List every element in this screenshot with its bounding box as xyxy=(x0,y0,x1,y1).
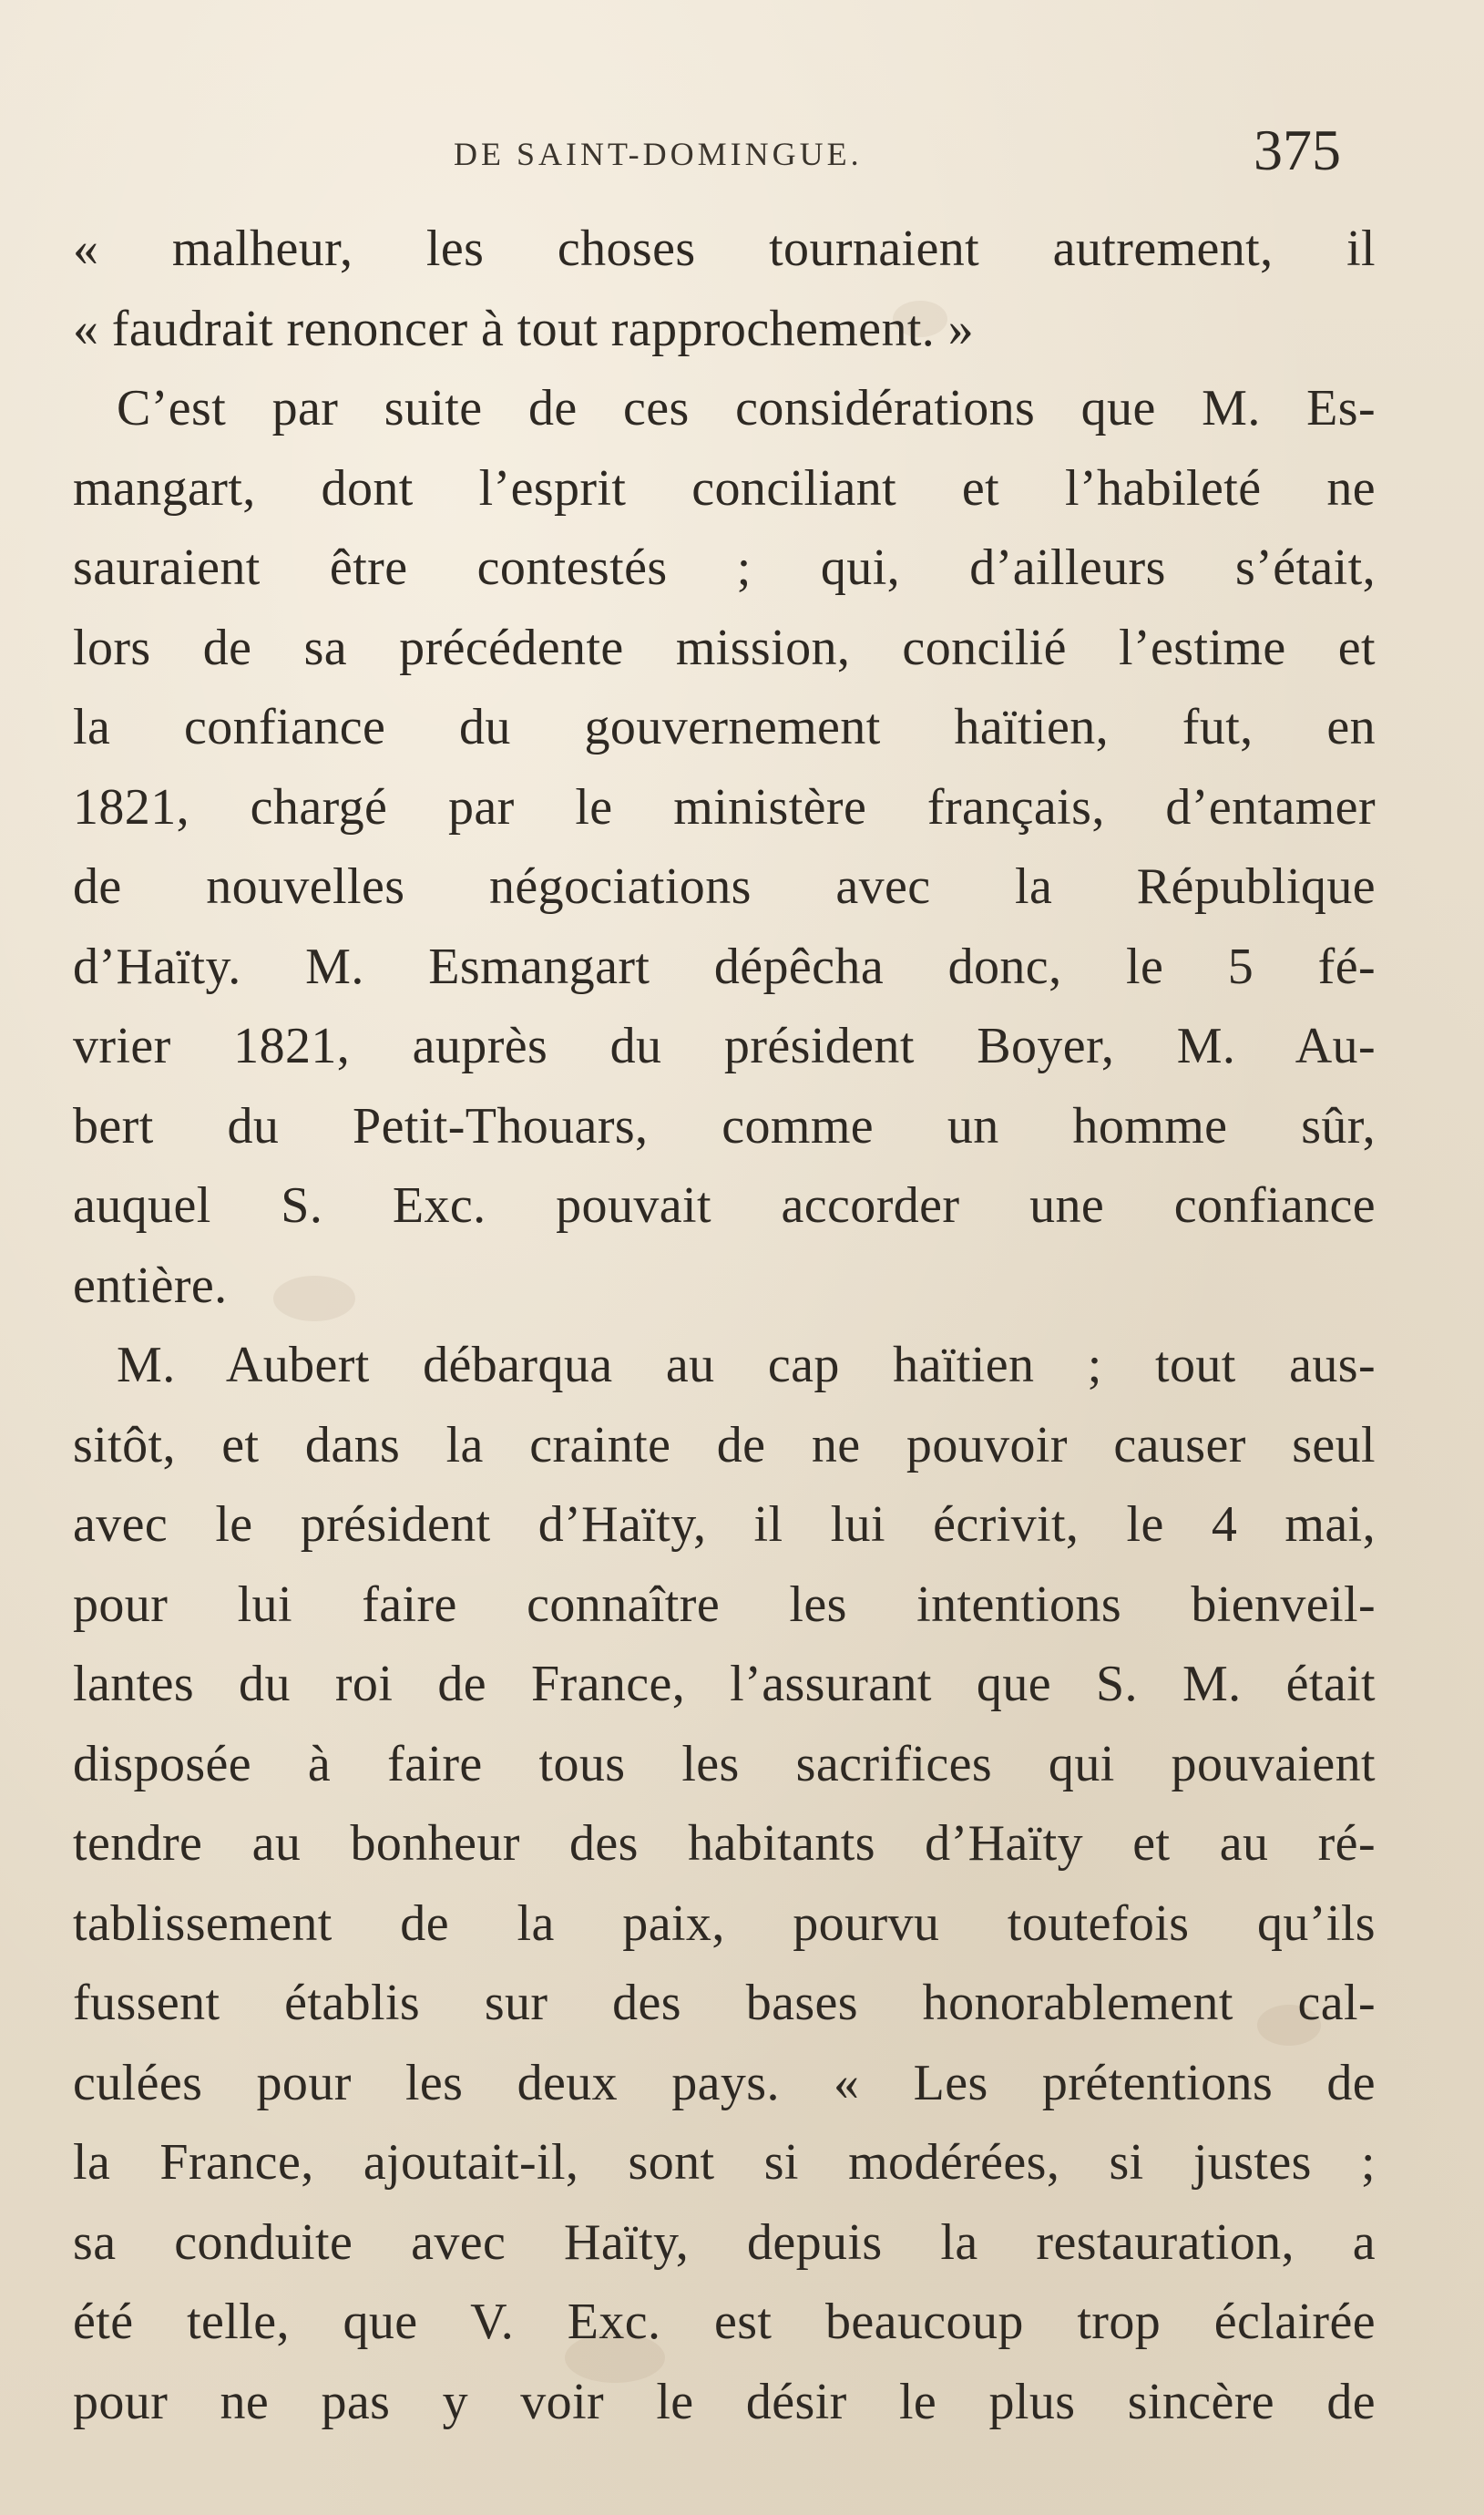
text-line: disposée à faire tous les sacrifices qui pouvaient xyxy=(73,1735,1376,1792)
text-line: bert du Petit-Thouars, comme un homme sûr, xyxy=(73,1097,1376,1155)
text-line: auquel S. Exc. pouvait accorder une confiance xyxy=(73,1177,1376,1234)
running-title: DE SAINT-DOMINGUE. xyxy=(454,136,863,172)
text-line: pour ne pas y voir le désir le plus sincère de xyxy=(73,2373,1376,2430)
text-line: « malheur, les choses tournaient autrement, il xyxy=(73,221,1376,277)
paragraph-start-line: M. Aubert débarqua au cap haïtien ; tout aus- xyxy=(117,1337,1376,1393)
text-line: d’Haïty. M. Esmangart dépêcha donc, le 5 fé- xyxy=(73,938,1376,995)
text-line: la confiance du gouvernement haïtien, fut, en xyxy=(73,699,1376,755)
text-line: fussent établis sur des bases honorablement cal- xyxy=(73,1975,1376,2031)
text-line: culées pour les deux pays. « Les prétentions de xyxy=(73,2054,1376,2111)
text-line: lantes du roi de France, l’assurant que S. M. était xyxy=(73,1656,1376,1712)
text-line: « faudrait renoncer à tout rapprochement. » xyxy=(73,300,974,357)
text-line: la France, ajoutait-il, sont si modérées, si justes ; xyxy=(73,2134,1376,2191)
text-line: de nouvelles négociations avec la République xyxy=(73,858,1376,915)
text-line: avec le président d’Haïty, il lui écrivit, le 4 mai, xyxy=(73,1496,1376,1553)
text-line: 1821, chargé par le ministère français, d’entamer xyxy=(73,778,1376,836)
page-header xyxy=(0,117,1484,190)
text-line: sa conduite avec Haïty, depuis la restauration, a xyxy=(73,2213,1376,2271)
text-line: tablissement de la paix, pourvu toutefois qu’ils xyxy=(73,1894,1376,1952)
text-line: été telle, que V. Exc. est beaucoup trop éclairée xyxy=(73,2294,1376,2350)
text-line: tendre au bonheur des habitants d’Haïty et au ré- xyxy=(73,1815,1376,1872)
text-line: vrier 1821, auprès du président Boyer, M. Au- xyxy=(73,1018,1376,1074)
text-line: mangart, dont l’esprit conciliant et l’habileté ne xyxy=(73,459,1376,517)
paragraph-start-line: C’est par suite de ces considérations que M. Es- xyxy=(117,380,1376,436)
page-number: 375 xyxy=(1254,118,1341,182)
text-line: lors de sa précédente mission, concilié l’estime et xyxy=(73,619,1376,676)
text-line: sitôt, et dans la crainte de ne pouvoir causer seul xyxy=(73,1416,1376,1473)
text-line: entière. xyxy=(73,1257,228,1314)
text-line: pour lui faire connaître les intentions bienveil- xyxy=(73,1576,1376,1633)
text-line: sauraient être contestés ; qui, d’ailleurs s’était, xyxy=(73,539,1376,596)
body-text xyxy=(73,210,1376,2442)
